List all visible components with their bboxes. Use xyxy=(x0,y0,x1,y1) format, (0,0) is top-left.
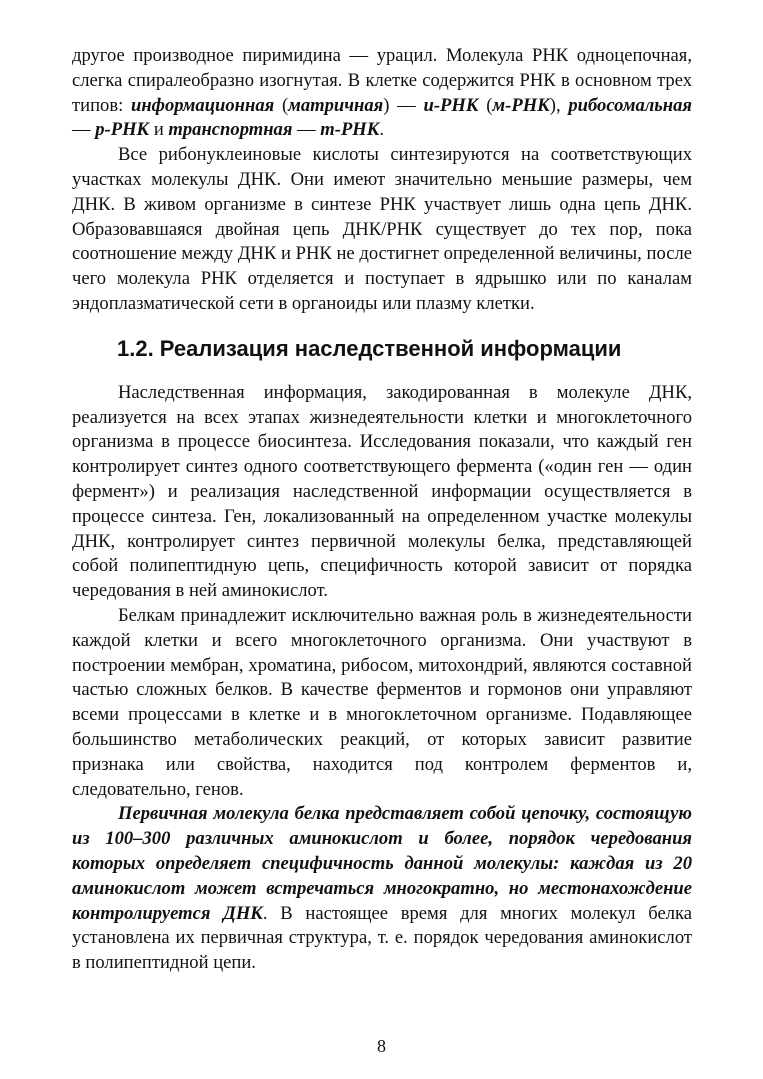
text-run: . xyxy=(379,119,385,141)
text-run: — xyxy=(72,119,96,141)
paragraph-rna-types xyxy=(72,44,692,143)
emphasized-statement: Первичная молекула белка представляет собой цепочку, состоящую из 100–300 различных аминокислот и более, порядок чередования которых определяет специфичность данной молекулы: каждая из 20 аминокислот может встречаться многократно, но местонахождение контролируется ДНК xyxy=(72,803,692,924)
section-heading: 1.2. Реализация наследственной информации xyxy=(117,335,622,361)
term-i-rna: и-РНК xyxy=(423,94,479,116)
text-run: и xyxy=(149,119,169,141)
text-run: ( xyxy=(274,94,289,116)
term-t-rna: т-РНК xyxy=(320,119,380,141)
text-run: ), xyxy=(549,94,569,116)
text-run: . В настоящее время для многих молекул белка установлена их первичная структура, т. е. порядок чередования аминокислот в полипептидной цепи. xyxy=(72,902,693,974)
paragraph-primary-structure xyxy=(72,802,692,976)
term-matrix: матричная xyxy=(288,94,384,116)
term-ribosomal: рибосомальная xyxy=(568,94,692,116)
text-run: ( xyxy=(478,94,493,116)
term-r-rna: р-РНК xyxy=(95,119,150,141)
paragraph-proteins-role: Белкам принадлежит исключительно важная роль в жизнедеятельности каждой клетки и всего многоклеточного организма. Они участвуют в построении мембран, хроматина, рибосом, митохондрий, являются составной частью сложных белков. В качестве ферментов и гормонов они управляют всеми процессами в клетке и в многоклеточном организме. Подавляющее большинство метаболических реакций, от которых зависит развитие признака или свойства, находится под контролем ферментов и, следовательно, генов. xyxy=(72,604,692,800)
paragraph-rna-synthesis: Все рибонуклеиновые кислоты синтезируются на соответствующих участках молекулы ДНК. Они имеют значительно меньшие размеры, чем ДНК. В живом организме в синтезе РНК участвует лишь одна цепь ДНК. Образовавшаяся двойная цепь ДНК/РНК существует до тех пор, пока соотношение между ДНК и РНК не достигнет определенной величины, после чего молекула РНК отделяется и поступает в ядрышко или по каналам эндоплазматической сети в органоиды или плазму клетки. xyxy=(72,144,692,314)
term-m-rna: м-РНК xyxy=(492,94,550,116)
text-run: — xyxy=(292,119,321,141)
page-body xyxy=(72,44,692,976)
text-run: ) — xyxy=(383,94,424,116)
term-transport: транспортная xyxy=(168,119,293,141)
page-number: 8 xyxy=(377,1036,386,1056)
text-run: другое производное пиримидина — урацил. Молекула РНК одноцепочная, слегка спиралеобразно изогнутая. В клетке содержится РНК в основном трех типов: xyxy=(72,45,692,116)
term-informational: информационная xyxy=(131,94,275,116)
paragraph-hereditary-info: Наследственная информация, закодированная в молекуле ДНК, реализуется на всех этапах жизнедеятельности клетки и многоклеточного организма в процессе биосинтеза. Исследования показали, что каждый ген контролирует синтез одного соответствующего фермента («один ген — один фермент») и реализация наследственной информации осуществляется в процессе синтеза. Ген, локализованный на определенном участке молекулы ДНК, контролирует синтез первичной молекулы белка, представляющей собой полипептидную цепь, специфичность которой зависит от порядка чередования в ней аминокислот. xyxy=(72,381,692,602)
